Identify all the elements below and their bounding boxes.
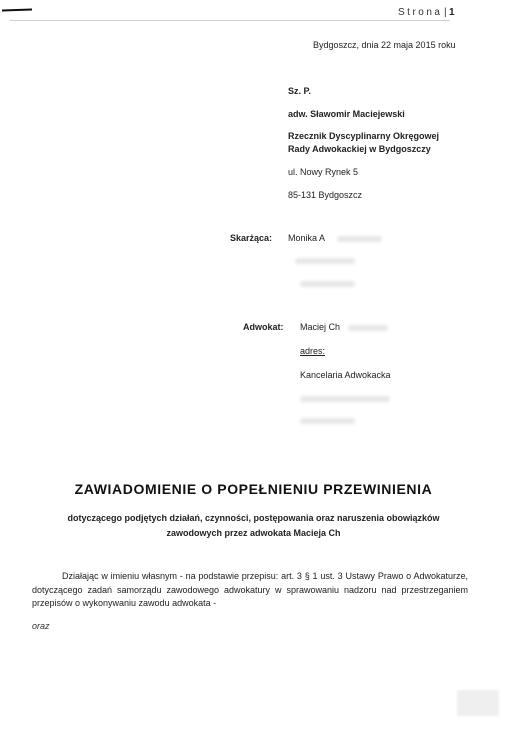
lawyer-name: Maciej Ch <box>300 322 341 332</box>
recipient-title-line1: Rzecznik Dyscyplinarny Okręgowej <box>288 131 440 141</box>
body-paragraph-text: Działając w imieniu własnym - na podstawie przepisu: art. 3 § 1 ust. 3 Ustawy Prawo o Adwokaturze, dotyczącego zadań samorządu zawodowego adwokatury w sprawowaniu nadzoru nad przestrzeganiem przepisów o wykonywaniu zawodu adwokata - <box>32 571 468 608</box>
complainant-name: Monika A <box>288 233 326 243</box>
scan-mark <box>2 8 32 11</box>
page-number: 1 <box>449 7 455 18</box>
body-paragraph <box>32 570 468 611</box>
document-subtitle-line2: zawodowych przez adwokata Macieja Ch <box>166 528 341 538</box>
recipient-salutation: Sz. P. <box>288 86 311 96</box>
page-label: Strona <box>398 7 443 18</box>
document-subtitle-line1: dotyczącego podjętych działań, czynności, postępowania oraz naruszenia obowiązków <box>67 513 440 523</box>
redacted-surname <box>348 325 388 331</box>
lawyer-address-label: adres: <box>300 346 326 356</box>
redacted-surname <box>337 236 382 242</box>
oraz-word: oraz <box>32 621 50 631</box>
redacted-address-line <box>300 281 355 287</box>
page-separator: | <box>444 7 447 18</box>
header-rule <box>10 20 450 21</box>
recipient-name: adw. Sławomir Maciejewski <box>288 109 405 119</box>
recipient-postal: 85-131 Bydgoszcz <box>288 190 363 200</box>
redacted-address-line <box>300 418 355 424</box>
document-title: ZAWIADOMIENIE O POPEŁNIENIU PRZEWINIENIA <box>74 481 433 497</box>
scan-shade <box>457 690 499 716</box>
redacted-address-line <box>300 396 390 402</box>
recipient-street: ul. Nowy Rynek 5 <box>288 167 359 177</box>
lawyer-office: Kancelaria Adwokacka <box>300 370 391 380</box>
redacted-address-line <box>295 258 355 264</box>
complainant-label: Skarżąca: <box>230 233 273 243</box>
lawyer-label: Adwokat: <box>243 322 284 332</box>
recipient-title-line2: Rady Adwokackiej w Bydgoszczy <box>288 144 431 154</box>
date-line: Bydgoszcz, dnia 22 maja 2015 roku <box>313 40 456 50</box>
